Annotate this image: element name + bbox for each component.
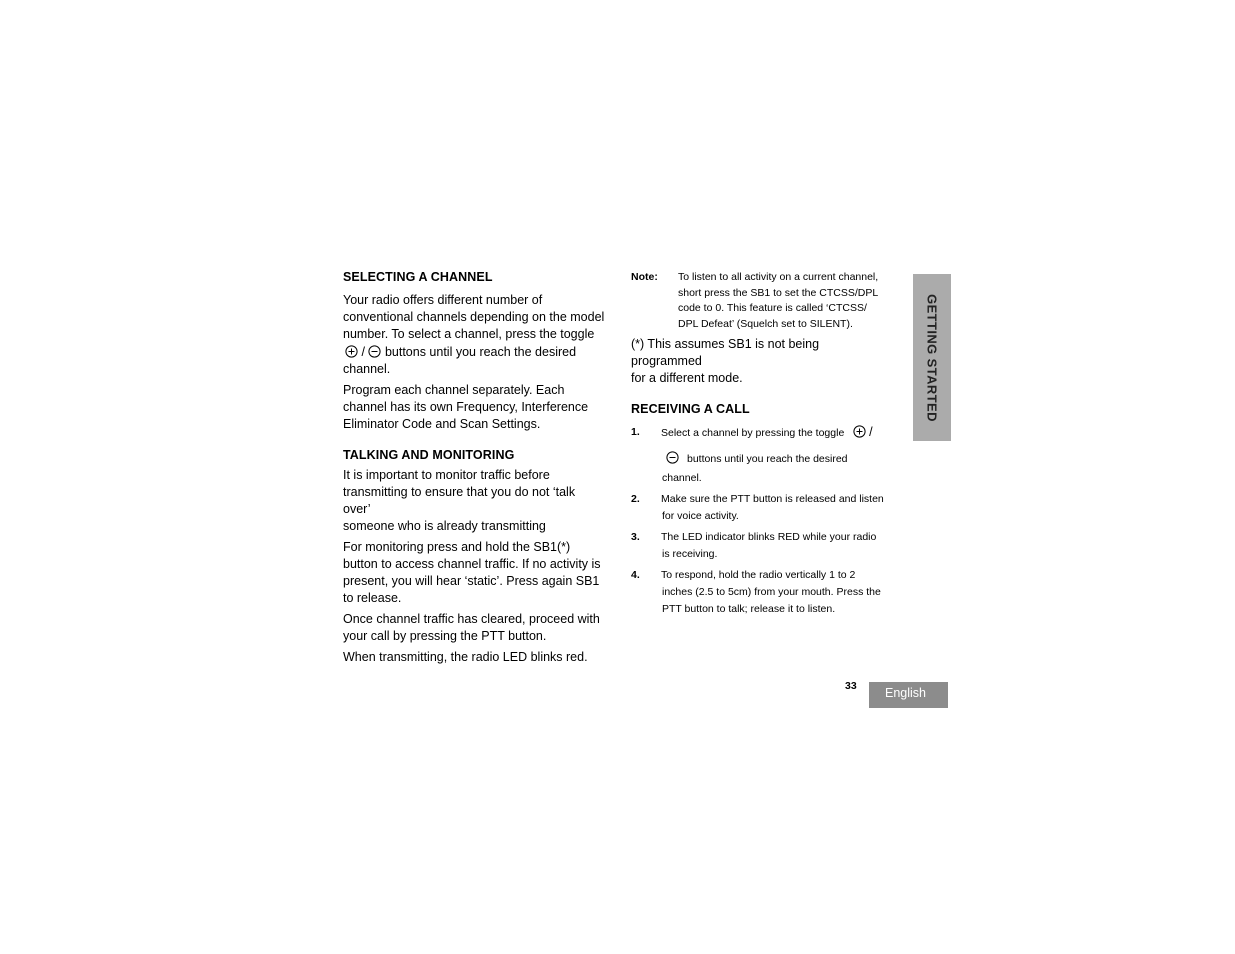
plus-circle-icon [345,345,358,358]
assumption-footnote: (*) This assumes SB1 is not being programmed for a different mode. [631,336,820,385]
talking-paragraph-3: Once channel traffic has cleared, proceed with your call by pressing the PTT button. [343,612,600,643]
talking-paragraph-1: It is important to monitor traffic before transmitting to ensure that you do not ‘talk over’ someone who is already transmitting [343,468,576,533]
right-column [631,270,893,618]
note-text: To listen to all activity on a current channel, short press the SB1 to set the CTCSS/DPL code to 0. This feature is called ‘CTCSS/ DPL Defeat’ (Squelch set to SILENT). [678,271,879,331]
list-item: 3. The LED indicator blinks RED while your radio is receiving. [631,530,877,560]
section-heading-receiving-call: RECEIVING A CALL [631,401,750,416]
receiving-steps-list [631,424,893,618]
talking-paragraph-4: When transmitting, the radio LED blinks red. [343,650,588,664]
talking-paragraph-2: For monitoring press and hold the SB1(*) button to access channel traffic. If no activity is present, you will hear ‘static’. Press again SB1 to release. [343,540,601,605]
note-block [631,270,893,333]
section-heading-talking-monitoring: TALKING AND MONITORING [343,448,515,462]
language-label: English [885,686,926,700]
page-number: 33 [845,680,857,692]
selecting-paragraph-1: Your radio offers different number of conventional channels depending on the model number. To select a channel, press the toggle / buttons until you reach the desired channel. [343,293,605,376]
section-heading-selecting-channel: SELECTING A CHANNEL [343,270,493,284]
side-tab-label: GETTING STARTED [924,293,940,422]
list-item: 1. Select a channel by pressing the toggle / buttons until you reach the desired channel. [631,424,873,484]
left-column [343,270,605,666]
minus-circle-icon [666,451,679,464]
selecting-paragraph-2: Program each channel separately. Each channel has its own Frequency, Interference Eliminator Code and Scan Settings. [343,383,589,431]
list-item: 2. Make sure the PTT button is released and listen for voice activity. [631,492,884,522]
minus-circle-icon [368,345,381,358]
list-item: 4. To respond, hold the radio vertically 1 to 2 inches (2.5 to 5cm) from your mouth. Press the PTT button to talk; release it to listen. [631,568,881,615]
note-label: Note: [631,271,658,283]
section-side-tab [913,274,951,441]
plus-circle-icon [853,425,866,438]
language-tab [869,682,948,708]
